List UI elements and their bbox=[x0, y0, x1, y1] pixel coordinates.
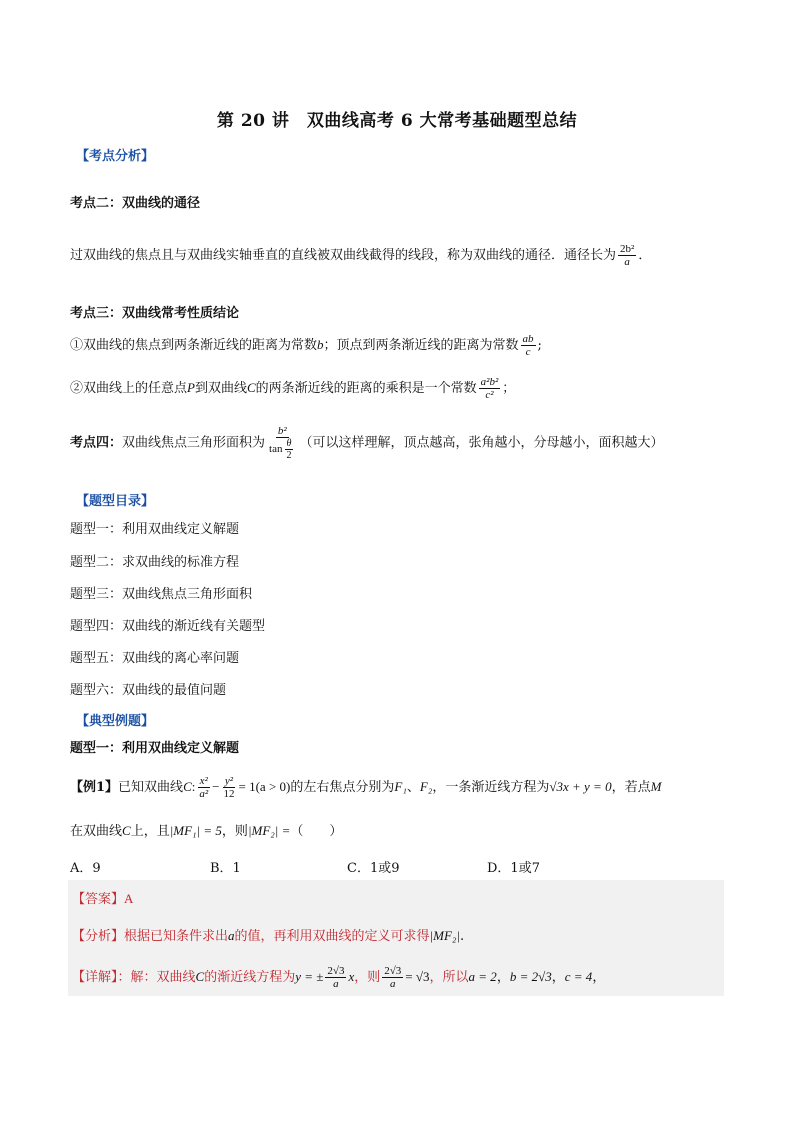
detail-eq1-post: x bbox=[348, 969, 355, 984]
frac-num: y² bbox=[224, 775, 234, 787]
analysis-mf2: |MF₂| bbox=[429, 928, 460, 943]
analysis-text2: 的值，再利用双曲线的定义可求得 bbox=[234, 929, 430, 944]
ex2-c: C bbox=[122, 823, 131, 838]
ex-text-d: ，若点 bbox=[611, 780, 651, 795]
ex2-text-d: ，则 bbox=[221, 824, 248, 839]
mulu-item-1: 题型一：利用双曲线定义解题 bbox=[70, 522, 240, 537]
kaodian4-body: 双曲线焦点三角形面积为 bbox=[122, 435, 266, 451]
item1-text-b: ；顶点到两条渐近线的距离为常数 bbox=[323, 338, 519, 353]
detail-text-d: ，所以 bbox=[429, 970, 469, 985]
item1-var: b bbox=[317, 337, 324, 352]
frac-num: x² bbox=[199, 775, 208, 787]
detail-eq2-post: = √3 bbox=[405, 969, 430, 984]
item2-text-c: 的两条渐近线的距离的乘积是一个常数 bbox=[255, 381, 477, 396]
frac-den: c² bbox=[485, 389, 494, 401]
option-a: A．9 bbox=[70, 861, 101, 876]
item2-text-a: ②双曲线上的任意点 bbox=[70, 381, 188, 396]
detail-comma-2: ， bbox=[551, 970, 565, 985]
eq-y-fraction bbox=[222, 775, 237, 800]
kaodian4-note: （可以这样理解，顶点越高，张角越小，分母越小，面积越大） bbox=[299, 435, 664, 451]
frac-den: a bbox=[333, 978, 339, 990]
detail-text-b: 的渐近线方程为 bbox=[204, 970, 296, 985]
analysis-a: a bbox=[228, 928, 235, 943]
detail-comma-1: ， bbox=[496, 970, 510, 985]
detail-c: C bbox=[195, 969, 205, 984]
detail-line bbox=[72, 965, 605, 990]
frac-num: ab bbox=[522, 333, 534, 345]
detail-label: 【详解】 bbox=[72, 970, 118, 985]
answer-label: 【答案】 bbox=[72, 892, 125, 907]
detail-r3: c = 4 bbox=[564, 969, 593, 984]
answer-value: A bbox=[124, 891, 134, 906]
frac-den: a² bbox=[199, 788, 209, 800]
detail-r1: a = 2 bbox=[468, 969, 497, 984]
item2-text-b: 到双曲线 bbox=[194, 381, 247, 396]
eq-rest: = 1(a > 0) bbox=[238, 779, 291, 794]
mulu-item-2: 题型二：求双曲线的标准方程 bbox=[70, 555, 240, 570]
tixing1-head: 题型一：利用双曲线定义解题 bbox=[70, 741, 240, 756]
eq-x-fraction bbox=[197, 775, 210, 800]
kaodian2-body bbox=[70, 243, 651, 268]
option-c: C．1或9 bbox=[347, 861, 400, 876]
ex2-mf2: |MF₂| = bbox=[247, 823, 291, 838]
mulu-item-6: 题型六：双曲线的最值问题 bbox=[70, 683, 227, 698]
area-fraction bbox=[267, 425, 297, 461]
item1-end: ; bbox=[537, 338, 542, 353]
item2-end: ； bbox=[502, 381, 516, 396]
item2-fraction bbox=[479, 376, 501, 401]
tongjing-fraction bbox=[618, 243, 636, 268]
kaodian3-head: 考点三：双曲线常考性质结论 bbox=[70, 306, 240, 321]
mulu-item-4: 题型四：双曲线的渐近线有关题型 bbox=[70, 619, 266, 634]
frac-den: a bbox=[624, 256, 630, 268]
page-title: 第 20 讲 双曲线高考 6 大常考基础题型总结 bbox=[216, 111, 578, 131]
option-d: D．1或7 bbox=[487, 861, 540, 876]
frac-den: c bbox=[525, 346, 531, 358]
frac-den bbox=[267, 438, 297, 461]
frac-num: 2√3 bbox=[327, 965, 345, 977]
item2-p: P bbox=[187, 380, 195, 395]
option-b: B．1 bbox=[210, 861, 241, 876]
frac-den: 12 bbox=[223, 788, 235, 800]
ex-curve: C bbox=[183, 779, 192, 794]
tan-text: tan bbox=[269, 443, 283, 456]
ex2-mf1: |MF₁| = 5 bbox=[169, 823, 222, 838]
ex-f1: F₁ bbox=[394, 779, 407, 794]
ex-asym: √3x + y = 0 bbox=[549, 779, 612, 794]
frac-num: 2√3 bbox=[384, 965, 402, 977]
frac-num: a²b² bbox=[480, 376, 499, 388]
example1-line2 bbox=[70, 820, 342, 839]
detail-text-a: ：解：双曲线 bbox=[117, 970, 196, 985]
item1-text-a: ①双曲线的焦点到两条渐近线的距离为常数 bbox=[70, 338, 318, 353]
ex-text-a: 已知双曲线 bbox=[118, 780, 184, 795]
ex2-text-b: 上，且 bbox=[130, 824, 170, 839]
kaodian4-head: 考点四： bbox=[70, 435, 123, 451]
mulu-item-5: 题型五：双曲线的离心率问题 bbox=[70, 651, 240, 666]
section-mulu: 【题型目录】 bbox=[76, 494, 155, 509]
kaodian2-head: 考点二：双曲线的通径 bbox=[70, 196, 201, 211]
theta: θ bbox=[286, 438, 292, 449]
example1-line1: 【例1】已知双曲线C: $\frac{\text{x²}}{\text{a²}}$ − $\frac{\text{y²}}{12}$ = 1(a > 0)的左右焦点分别为F₁、F₂，一条渐近线方程为√3x + y = 0，若点M bbox=[70, 775, 662, 800]
ex-text-c: ，一条渐近线方程为 bbox=[432, 780, 550, 795]
detail-r2: b = 2√3 bbox=[509, 969, 552, 984]
analysis-text: 根据已知条件求出 bbox=[124, 929, 229, 944]
frac-num: 2b² bbox=[620, 243, 635, 255]
detail-eq1-pre: y = ± bbox=[295, 969, 324, 984]
ex-f2: F₂ bbox=[419, 779, 433, 794]
analysis-line bbox=[72, 925, 464, 944]
kaodian4 bbox=[70, 425, 664, 461]
kaodian3-item2 bbox=[70, 376, 515, 401]
half-theta bbox=[284, 438, 293, 461]
detail-eq2-fraction bbox=[382, 965, 403, 990]
kaodian2-text: 过双曲线的焦点且与双曲线实轴垂直的直线被双曲线截得的线段，称为双曲线的通径．通径长为 bbox=[70, 248, 617, 263]
analysis-end: . bbox=[459, 929, 465, 944]
detail-eq1-fraction bbox=[325, 965, 346, 990]
ex-m: M bbox=[650, 779, 662, 794]
ex-sep: 、 bbox=[406, 780, 420, 795]
kaodian3-item1 bbox=[70, 333, 542, 358]
example-label: 【例1】 bbox=[70, 780, 119, 795]
detail-comma-3: ， bbox=[592, 970, 606, 985]
detail-text-c: ，则 bbox=[354, 970, 381, 985]
frac-den: a bbox=[390, 978, 396, 990]
analysis-label: 【分析】 bbox=[72, 929, 125, 944]
item1-fraction bbox=[521, 333, 536, 358]
mulu-item-3: 题型三：双曲线焦点三角形面积 bbox=[70, 587, 253, 602]
section-kaodian: 【考点分析】 bbox=[76, 149, 155, 164]
kaodian2-end: ． bbox=[638, 248, 652, 263]
ex-text-b: 的左右焦点分别为 bbox=[290, 780, 395, 795]
frac-num: b² bbox=[277, 425, 287, 437]
ex2-blank: （ ） bbox=[290, 824, 343, 839]
ex2-text-a: 在双曲线 bbox=[70, 824, 123, 839]
two: 2 bbox=[286, 450, 292, 461]
answer-line bbox=[72, 888, 133, 907]
section-liti: 【典型例题】 bbox=[76, 714, 155, 729]
item2-c: C bbox=[246, 380, 256, 395]
